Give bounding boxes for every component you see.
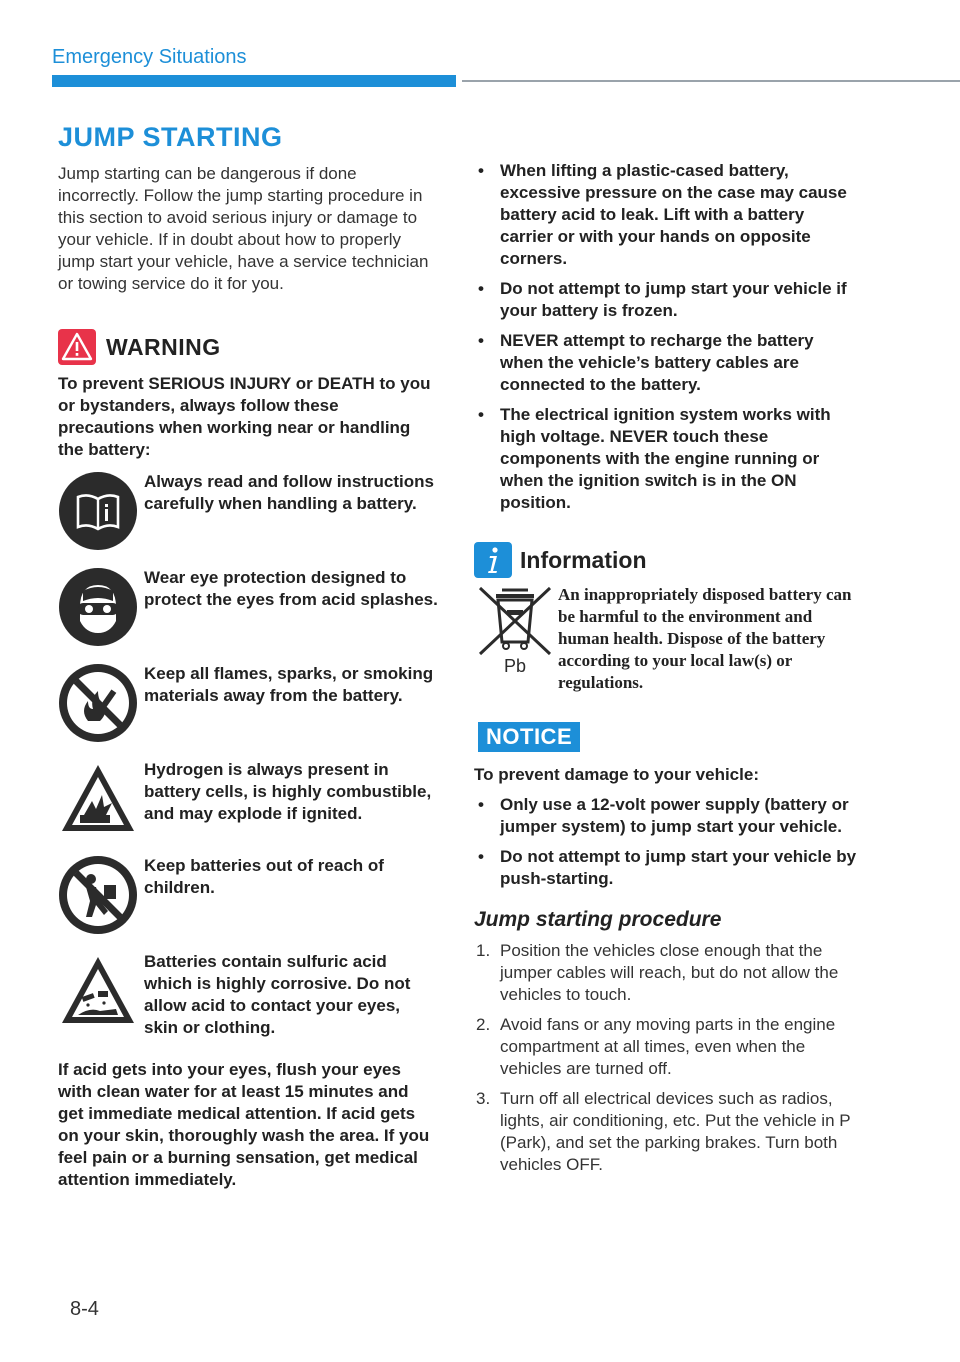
- list-item: [474, 1014, 860, 1080]
- warning-item: [58, 759, 438, 839]
- list-item: • Do not attempt to jump start your vehicle by push-starting.: [474, 846, 860, 890]
- warning-item-text: Always read and follow instructions carefully when handling a battery.: [144, 472, 434, 513]
- warning-item-text: Hydrogen is always present in battery cells, is highly combustible, and may explode if ignited.: [144, 760, 432, 823]
- warning-item: [58, 951, 438, 1039]
- warning-item: [58, 567, 438, 647]
- no-flames-icon: [58, 663, 138, 743]
- warning-label: WARNING: [106, 333, 221, 360]
- intro-paragraph: Jump starting can be dangerous if done incorrectly. Follow the jump starting procedure in this section to avoid serious injury or damage to your vehicle. If in doubt about how to properly jump start your vehicle, have a service technician or towing service do it for you.: [58, 164, 429, 293]
- read-manual-icon: [58, 471, 138, 551]
- warning-bullets: [474, 160, 860, 514]
- warning-item: [58, 855, 438, 935]
- warning-item-text: Batteries contain sulfuric acid which is highly corrosive. Do not allow acid to contact your eyes, skin or clothing.: [144, 952, 411, 1037]
- step-number: 3.: [476, 1089, 491, 1108]
- list-item: • Do not attempt to jump start your vehicle if your battery is frozen.: [474, 278, 860, 322]
- step-text: Turn off all electrical devices such as radios, lights, air conditioning, etc. Put the vehicle in P (Park), and set the parking brakes. Turn both vehicles OFF.: [500, 1089, 851, 1174]
- information-body: [474, 584, 860, 694]
- information-heading: [474, 542, 860, 578]
- list-item: • The electrical ignition system works with high voltage. NEVER touch these components with the engine running or when the ignition switch is in the ON position.: [474, 404, 860, 514]
- header-rule: [52, 75, 456, 87]
- corrosive-icon: [58, 951, 138, 1031]
- warning-item-text: Keep batteries out of reach of children.: [144, 856, 384, 897]
- right-column: [474, 160, 860, 1184]
- warning-item-text: Keep all flames, sparks, or smoking materials away from the battery.: [144, 664, 434, 705]
- acid-note: If acid gets into your eyes, flush your eyes with clean water for at least 15 minutes and get immediate medical attention. If acid gets on your skin, thoroughly wash the area. If you feel pain or a burning sensation, get medical attention immediately.: [58, 1060, 430, 1189]
- info-icon: [474, 542, 512, 578]
- list-item: [474, 940, 860, 1006]
- notice-lead: To prevent damage to your vehicle:: [474, 765, 759, 784]
- crossed-bin-icon: [474, 584, 556, 676]
- step-number: 2.: [476, 1015, 491, 1034]
- notice-badge: NOTICE: [478, 722, 580, 752]
- list-item: • NEVER attempt to recharge the battery when the vehicle’s battery cables are connected to the battery.: [474, 330, 860, 396]
- page-title: JUMP STARTING: [58, 122, 283, 152]
- information-text: An inappropriately disposed battery can be harmful to the environment and human health. Dispose of the battery according to your local law(s) or regulations.: [558, 585, 852, 692]
- warning-item: [58, 471, 438, 551]
- header-rule-thin: [462, 80, 960, 82]
- list-item: [474, 1088, 860, 1176]
- information-label: Information: [520, 546, 647, 573]
- explosion-icon: [58, 759, 138, 839]
- page-number: 8-4: [70, 1298, 99, 1320]
- step-number: 1.: [476, 941, 491, 960]
- warning-item: [58, 663, 438, 743]
- procedure-steps: [474, 940, 860, 1176]
- keep-from-children-icon: [58, 855, 138, 935]
- warning-heading: [58, 329, 438, 365]
- list-item: • When lifting a plastic-cased battery, excessive pressure on the case may cause battery acid to leak. Lift with a battery carrier or with your hands on opposite corners.: [474, 160, 860, 270]
- step-text: Avoid fans or any moving parts in the engine compartment at all times, even when the vehicles are turned off.: [500, 1015, 836, 1078]
- left-column: [58, 122, 438, 1208]
- warning-lead: To prevent SERIOUS INJURY or DEATH to you or bystanders, always follow these precautions when working near or handling the battery:: [58, 374, 431, 459]
- warning-item-text: Wear eye protection designed to protect the eyes from acid splashes.: [144, 568, 438, 609]
- pb-label: Pb: [503, 656, 527, 676]
- notice-bullets: [474, 794, 860, 890]
- list-item: • Only use a 12-volt power supply (battery or jumper system) to jump start your vehicle.: [474, 794, 860, 838]
- procedure-title: Jump starting procedure: [474, 908, 722, 931]
- warning-triangle-icon: [58, 329, 96, 365]
- eye-protection-icon: [58, 567, 138, 647]
- section-header: Emergency Situations: [52, 46, 247, 68]
- step-text: Position the vehicles close enough that the jumper cables will reach, but do not allow the vehicles to touch.: [500, 941, 839, 1004]
